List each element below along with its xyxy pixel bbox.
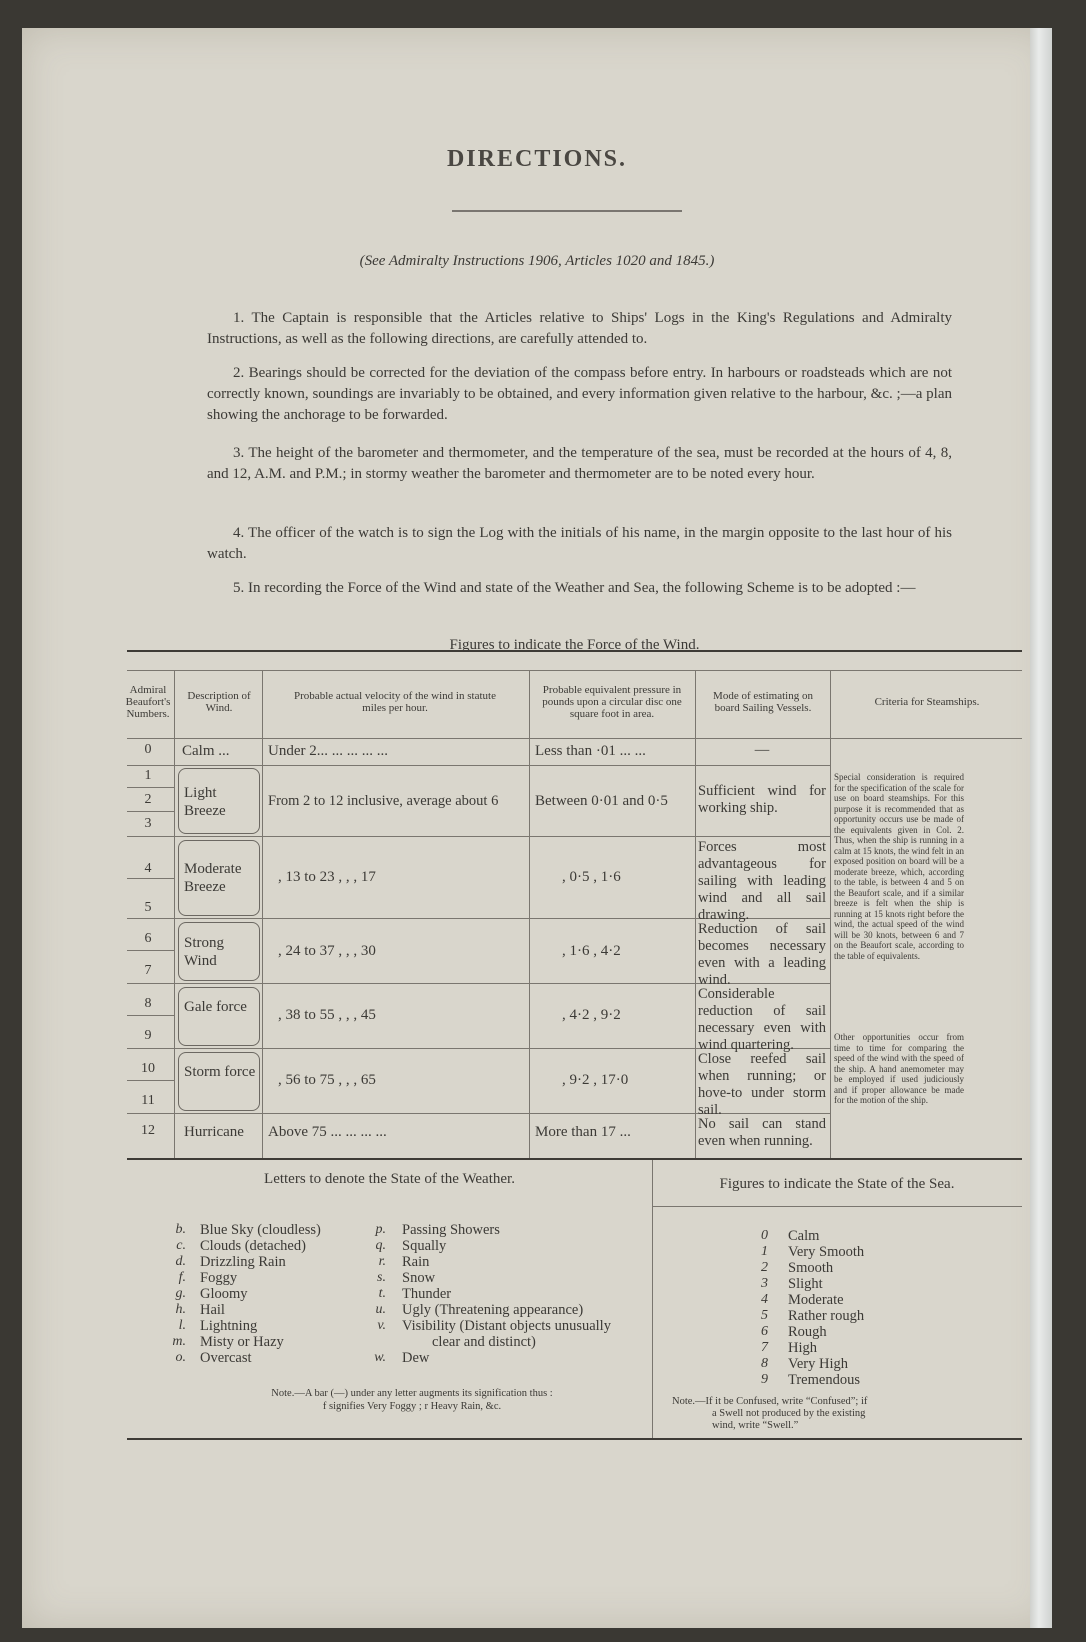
weather-letter: r. <box>378 1254 386 1269</box>
weather-letter: h. <box>175 1302 186 1317</box>
weather-item: Thunder <box>402 1286 452 1302</box>
desc-light-breeze: Light Breeze <box>184 785 226 819</box>
weather-item: Clouds (detached) <box>200 1238 306 1254</box>
sea-number: 7 <box>761 1340 768 1355</box>
sea-number: 0 <box>761 1228 768 1243</box>
num-rule-2 <box>127 811 174 812</box>
sea-number: 6 <box>761 1324 768 1339</box>
mode-6: No sail can stand even when running. <box>698 1116 826 1149</box>
sea-item: Rough <box>788 1324 827 1340</box>
desc-moderate-breeze: Moderate Breeze <box>184 861 242 895</box>
weather-letter: d. <box>175 1254 186 1269</box>
desc-strong-wind: Strong Wind <box>184 935 225 969</box>
brace-gale-force <box>178 987 260 1046</box>
col-divider-2 <box>262 670 263 1158</box>
beaufort-6: 6 <box>144 931 152 946</box>
velocity-1: From 2 to 12 inclusive, average about 6 <box>268 793 499 809</box>
wind-table-caption <box>127 637 1022 654</box>
sea-item: Calm <box>788 1228 820 1244</box>
row-rule-0 <box>127 765 830 766</box>
velocity-5: , 56 to 75 , , , 65 <box>278 1072 376 1088</box>
weather-item: Overcast <box>200 1350 252 1366</box>
num-rule-1 <box>127 787 174 788</box>
header-criteria: Criteria for Steamships. <box>874 696 980 708</box>
beaufort-5: 5 <box>144 900 152 915</box>
beaufort-3: 3 <box>144 816 152 831</box>
paragraph-2: 2. Bearings should be corrected for the deviation of the compass before entry. In harbours or roadsteads which are not correctly known, soundings are invariably to be obtained, and every information given relative to the harbour, &c. ;—a plan showing the anchorage to be forwarded. <box>207 365 952 423</box>
mode-5: Close reefed sail when running; or hove-to under storm sail. <box>698 1051 826 1118</box>
page-subtitle: (See Admiralty Instructions 1906, Articles 1020 and 1845.) <box>359 253 715 269</box>
desc-storm-force: Storm force <box>184 1064 256 1080</box>
criteria-text: Special consideration is required for the specification of the scale for use on board steamships. For this purpose it is recommended that as opportunity occurs use be made of the equivalents given in Col. 2. Thus, when the ship is running in a calm at 15 knots, the wind felt in an exposed position on board will be a moderate breeze, which, according to the table, is between 4 and 5 on the Beaufort scale, and if a similar breeze is felt when the ship is running at 15 knots right before the wind, the actual speed of the wind will be 30 knots, between 6 and 7 on the Beaufort scale, according to the table of equivalents. <box>834 772 964 961</box>
col-divider-4 <box>695 670 696 1158</box>
weather-letter: t. <box>378 1286 386 1301</box>
sea-item: Rather rough <box>788 1308 865 1324</box>
sea-number: 1 <box>761 1244 768 1259</box>
criteria-text-2: Other opportunities occur from time to time for comparing the speed of the wind with the speed of the ship. A hand anemometer may be employed if used judiciously and if proper allowance be made for the motion of the ship. <box>834 1032 964 1105</box>
header-pressure: Probable equivalent pressure in pounds upon a circular disc one square foot in area. <box>542 684 682 720</box>
paragraph-1: 1. The Captain is responsible that the Articles relative to Ships' Logs in the King's Regulations and Admiralty Instructions, as well as the following directions, are carefully attended to. <box>207 310 952 347</box>
brace-storm-force <box>178 1052 260 1111</box>
weather-item: Foggy <box>200 1270 238 1286</box>
sea-number: 5 <box>761 1308 768 1323</box>
desc-calm: Calm ... <box>182 743 230 759</box>
weather-caption: Letters to denote the State of the Weather. <box>264 1171 515 1187</box>
weather-letter: w. <box>374 1350 386 1365</box>
velocity-3: , 24 to 37 , , , 30 <box>278 943 376 959</box>
num-rule-6 <box>127 950 174 951</box>
beaufort-12: 12 <box>141 1123 155 1138</box>
pressure-5: , 9·2 , 17·0 <box>562 1072 629 1088</box>
beaufort-9: 9 <box>144 1028 152 1043</box>
col-divider-5 <box>830 670 831 1158</box>
sea-note-line-3: wind, write “Swell.” <box>712 1420 799 1431</box>
col-divider-3 <box>529 670 530 1158</box>
weather-item: Misty or Hazy <box>200 1334 284 1350</box>
sea-note-line-2: a Swell not produced by the existing <box>712 1408 866 1419</box>
weather-item: Rain <box>402 1254 430 1270</box>
weather-item: Visibility (Distant objects unusually <box>402 1318 611 1334</box>
wind-table-caption-text: Figures to indicate the Force of the Wind. <box>449 637 700 653</box>
title-rule <box>452 210 682 214</box>
sea-caption: Figures to indicate the State of the Sea. <box>719 1176 955 1192</box>
mode-1: Sufficient wind for working ship. <box>698 783 826 816</box>
weather-item: Blue Sky (cloudless) <box>200 1222 321 1238</box>
beaufort-0: 0 <box>144 742 152 757</box>
mode-2: Forces most advantageous for sailing with leading wind and all sail drawing. <box>698 839 826 923</box>
weather-letter: s. <box>377 1270 386 1285</box>
sea-item: High <box>788 1340 817 1356</box>
sea-item: Very High <box>788 1356 849 1372</box>
sea-item: Smooth <box>788 1260 834 1276</box>
velocity-4: , 38 to 55 , , , 45 <box>278 1007 376 1023</box>
pressure-0: Less than ·01 ... ... <box>535 743 646 759</box>
legend-bottom-rule <box>127 1438 1022 1440</box>
weather-note-line-2: f signifies Very Foggy ; r Heavy Rain, &c. <box>322 1401 502 1412</box>
weather-item-continued: clear and distinct) <box>432 1334 536 1350</box>
desc-gale-force: Gale force <box>184 999 247 1015</box>
mode-3: Reduction of sail becomes necessary even with a leading wind. <box>698 921 826 988</box>
mode-4: Considerable reduction of sail necessary even with wind quartering. <box>698 986 826 1053</box>
weather-item: Passing Showers <box>402 1222 500 1238</box>
sea-item: Tremendous <box>788 1372 860 1388</box>
sea-item: Moderate <box>788 1292 844 1308</box>
page-title: DIRECTIONS. <box>446 146 628 172</box>
sea-caption-rule <box>652 1206 1022 1207</box>
beaufort-4: 4 <box>144 861 152 876</box>
weather-letter: c. <box>176 1238 186 1253</box>
velocity-6: Above 75 ... ... ... ... <box>268 1124 387 1140</box>
pressure-2: , 0·5 , 1·6 <box>562 869 621 885</box>
weather-item: Squally <box>402 1238 447 1254</box>
weather-letter: p. <box>375 1222 386 1237</box>
weather-letter: l. <box>178 1318 186 1333</box>
sea-number: 3 <box>761 1276 768 1291</box>
weather-item: Dew <box>402 1350 430 1366</box>
header-velocity: Probable actual velocity of the wind in statute miles per hour. <box>294 690 496 714</box>
weather-item: Snow <box>402 1270 436 1286</box>
legend-divider <box>652 1160 653 1438</box>
log-page <box>22 28 1052 1628</box>
table-bottom-rule <box>127 1158 1022 1160</box>
header-mode: Mode of estimating on board Sailing Vessels. <box>713 690 813 714</box>
sea-item: Very Smooth <box>788 1244 865 1260</box>
sea-number: 4 <box>761 1292 768 1307</box>
pressure-3: , 1·6 , 4·2 <box>562 943 621 959</box>
weather-letter: u. <box>375 1302 386 1317</box>
beaufort-7: 7 <box>144 963 152 978</box>
weather-item: Ugly (Threatening appearance) <box>402 1302 584 1318</box>
weather-letter: o. <box>175 1350 186 1365</box>
mode-0: — <box>754 742 770 758</box>
velocity-0: Under 2... ... ... ... ... <box>268 743 388 759</box>
sea-number: 8 <box>761 1356 768 1371</box>
beaufort-1: 1 <box>144 768 152 783</box>
header-description: Description of Wind. <box>187 690 251 714</box>
sea-item: Slight <box>788 1276 823 1292</box>
velocity-2: , 13 to 23 , , , 17 <box>278 869 376 885</box>
pressure-6: More than 17 ... <box>535 1124 631 1140</box>
beaufort-11: 11 <box>141 1093 155 1108</box>
beaufort-10: 10 <box>141 1061 155 1076</box>
paragraph-5: 5. In recording the Force of the Wind and state of the Weather and Sea, the following Scheme is to be adopted :— <box>233 580 916 596</box>
row-rule-1 <box>127 836 830 837</box>
beaufort-8: 8 <box>144 996 152 1011</box>
pressure-1: Between 0·01 and 0·5 <box>535 793 668 809</box>
num-rule-8 <box>127 1015 174 1016</box>
weather-item: Drizzling Rain <box>200 1254 286 1270</box>
weather-item: Lightning <box>200 1318 258 1334</box>
num-rule-10 <box>127 1080 174 1081</box>
weather-letter: m. <box>172 1334 186 1349</box>
sea-number: 2 <box>761 1260 768 1275</box>
weather-note-line-1: Note.—A bar (—) under any letter augments its signification thus : <box>271 1388 553 1399</box>
weather-letter: q. <box>375 1238 386 1253</box>
weather-letter: g. <box>175 1286 186 1301</box>
pressure-4: , 4·2 , 9·2 <box>562 1007 621 1023</box>
weather-letter: f. <box>178 1270 186 1285</box>
sea-note-line-1: Note.—If it be Confused, write “Confused”; if <box>672 1396 868 1407</box>
weather-letter: v. <box>377 1318 386 1333</box>
paragraph-4: 4. The officer of the watch is to sign the Log with the initials of his name, in the margin opposite to the last hour of his watch. <box>207 525 952 562</box>
desc-hurricane: Hurricane <box>184 1124 244 1140</box>
paragraph-3: 3. The height of the barometer and thermometer, and the temperature of the sea, must be recorded at the hours of 4, 8, and 12, A.M. and P.M.; in stormy weather the barometer and thermometer are to be noted every hour. <box>207 445 952 482</box>
header-beaufort: Admiral Beaufort's Numbers. <box>125 684 171 720</box>
weather-item: Hail <box>200 1302 225 1318</box>
weather-item: Gloomy <box>200 1286 248 1302</box>
num-rule-4 <box>127 878 174 879</box>
sea-number: 9 <box>761 1372 768 1387</box>
weather-letter: b. <box>175 1222 186 1237</box>
beaufort-2: 2 <box>144 792 152 807</box>
col-divider-1 <box>174 670 175 1158</box>
